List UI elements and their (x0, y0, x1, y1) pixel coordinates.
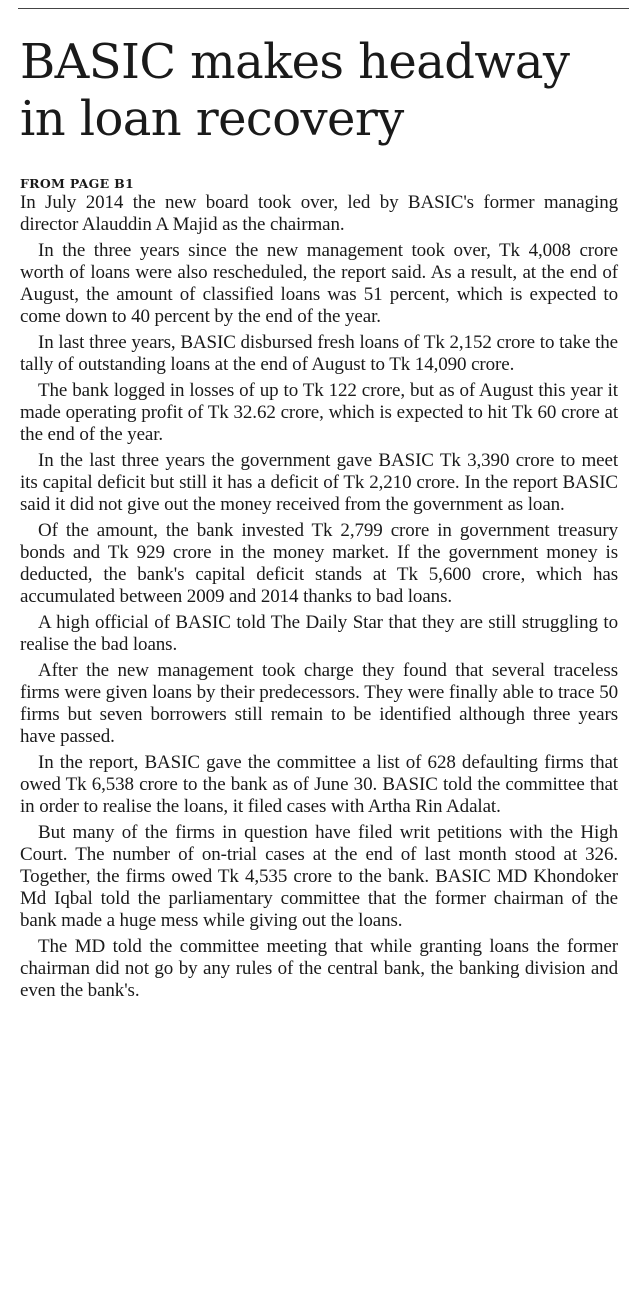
article-paragraph: A high official of BASIC told The Daily Star that they are still struggling to realise the bad loans. (20, 612, 618, 655)
article-paragraph: The MD told the committee meeting that while granting loans the former chairman did not go by any rules of the central bank, the banking division and even the bank's. (20, 936, 618, 1001)
article-paragraph: In July 2014 the new board took over, led by BASIC's former managing director Alauddin A Majid as the chairman. (20, 192, 618, 235)
article-body (20, 192, 618, 1006)
article-paragraph: In the last three years the government gave BASIC Tk 3,390 crore to meet its capital deficit but still it has a deficit of Tk 2,210 crore. In the report BASIC said it did not give out the money received from the government as loan. (20, 450, 618, 515)
article-paragraph: In the report, BASIC gave the committee a list of 628 defaulting firms that owed Tk 6,538 crore to the bank as of June 30. BASIC told the committee that in order to realise the loans, it filed cases with Artha Rin Adalat. (20, 752, 618, 817)
article-paragraph: After the new management took charge they found that several traceless firms were given loans by their predecessors. They were finally able to trace 50 firms but seven borrowers still remain to be identified although three years have passed. (20, 660, 618, 747)
article-headline: BASIC makes headway in loan recovery (20, 34, 570, 147)
top-divider (18, 8, 629, 9)
article-paragraph: But many of the firms in question have filed writ petitions with the High Court. The number of on-trial cases at the end of last month stood at 326. Together, the firms owed Tk 4,535 crore to the bank. BASIC MD Khondoker Md Iqbal told the parliamentary committee that the former chairman of the bank made a huge mess while giving out the loans. (20, 822, 618, 931)
article-paragraph: In the three years since the new management took over, Tk 4,008 crore worth of loans were also rescheduled, the report said. As a result, at the end of August, the amount of classified loans was 51 percent, which is expected to come down to 40 percent by the end of the year. (20, 240, 618, 327)
continuation-kicker: FROM PAGE B1 (20, 176, 134, 191)
article-paragraph: In last three years, BASIC disbursed fresh loans of Tk 2,152 crore to take the tally of outstanding loans at the end of August to Tk 14,090 crore. (20, 332, 618, 375)
article-paragraph: The bank logged in losses of up to Tk 122 crore, but as of August this year it made operating profit of Tk 32.62 crore, which is expected to hit Tk 60 crore at the end of the year. (20, 380, 618, 445)
article-paragraph: Of the amount, the bank invested Tk 2,799 crore in government treasury bonds and Tk 929 crore in the money market. If the government money is deducted, the bank's capital deficit stands at Tk 5,600 crore, which has accumulated between 2009 and 2014 thanks to bad loans. (20, 520, 618, 607)
